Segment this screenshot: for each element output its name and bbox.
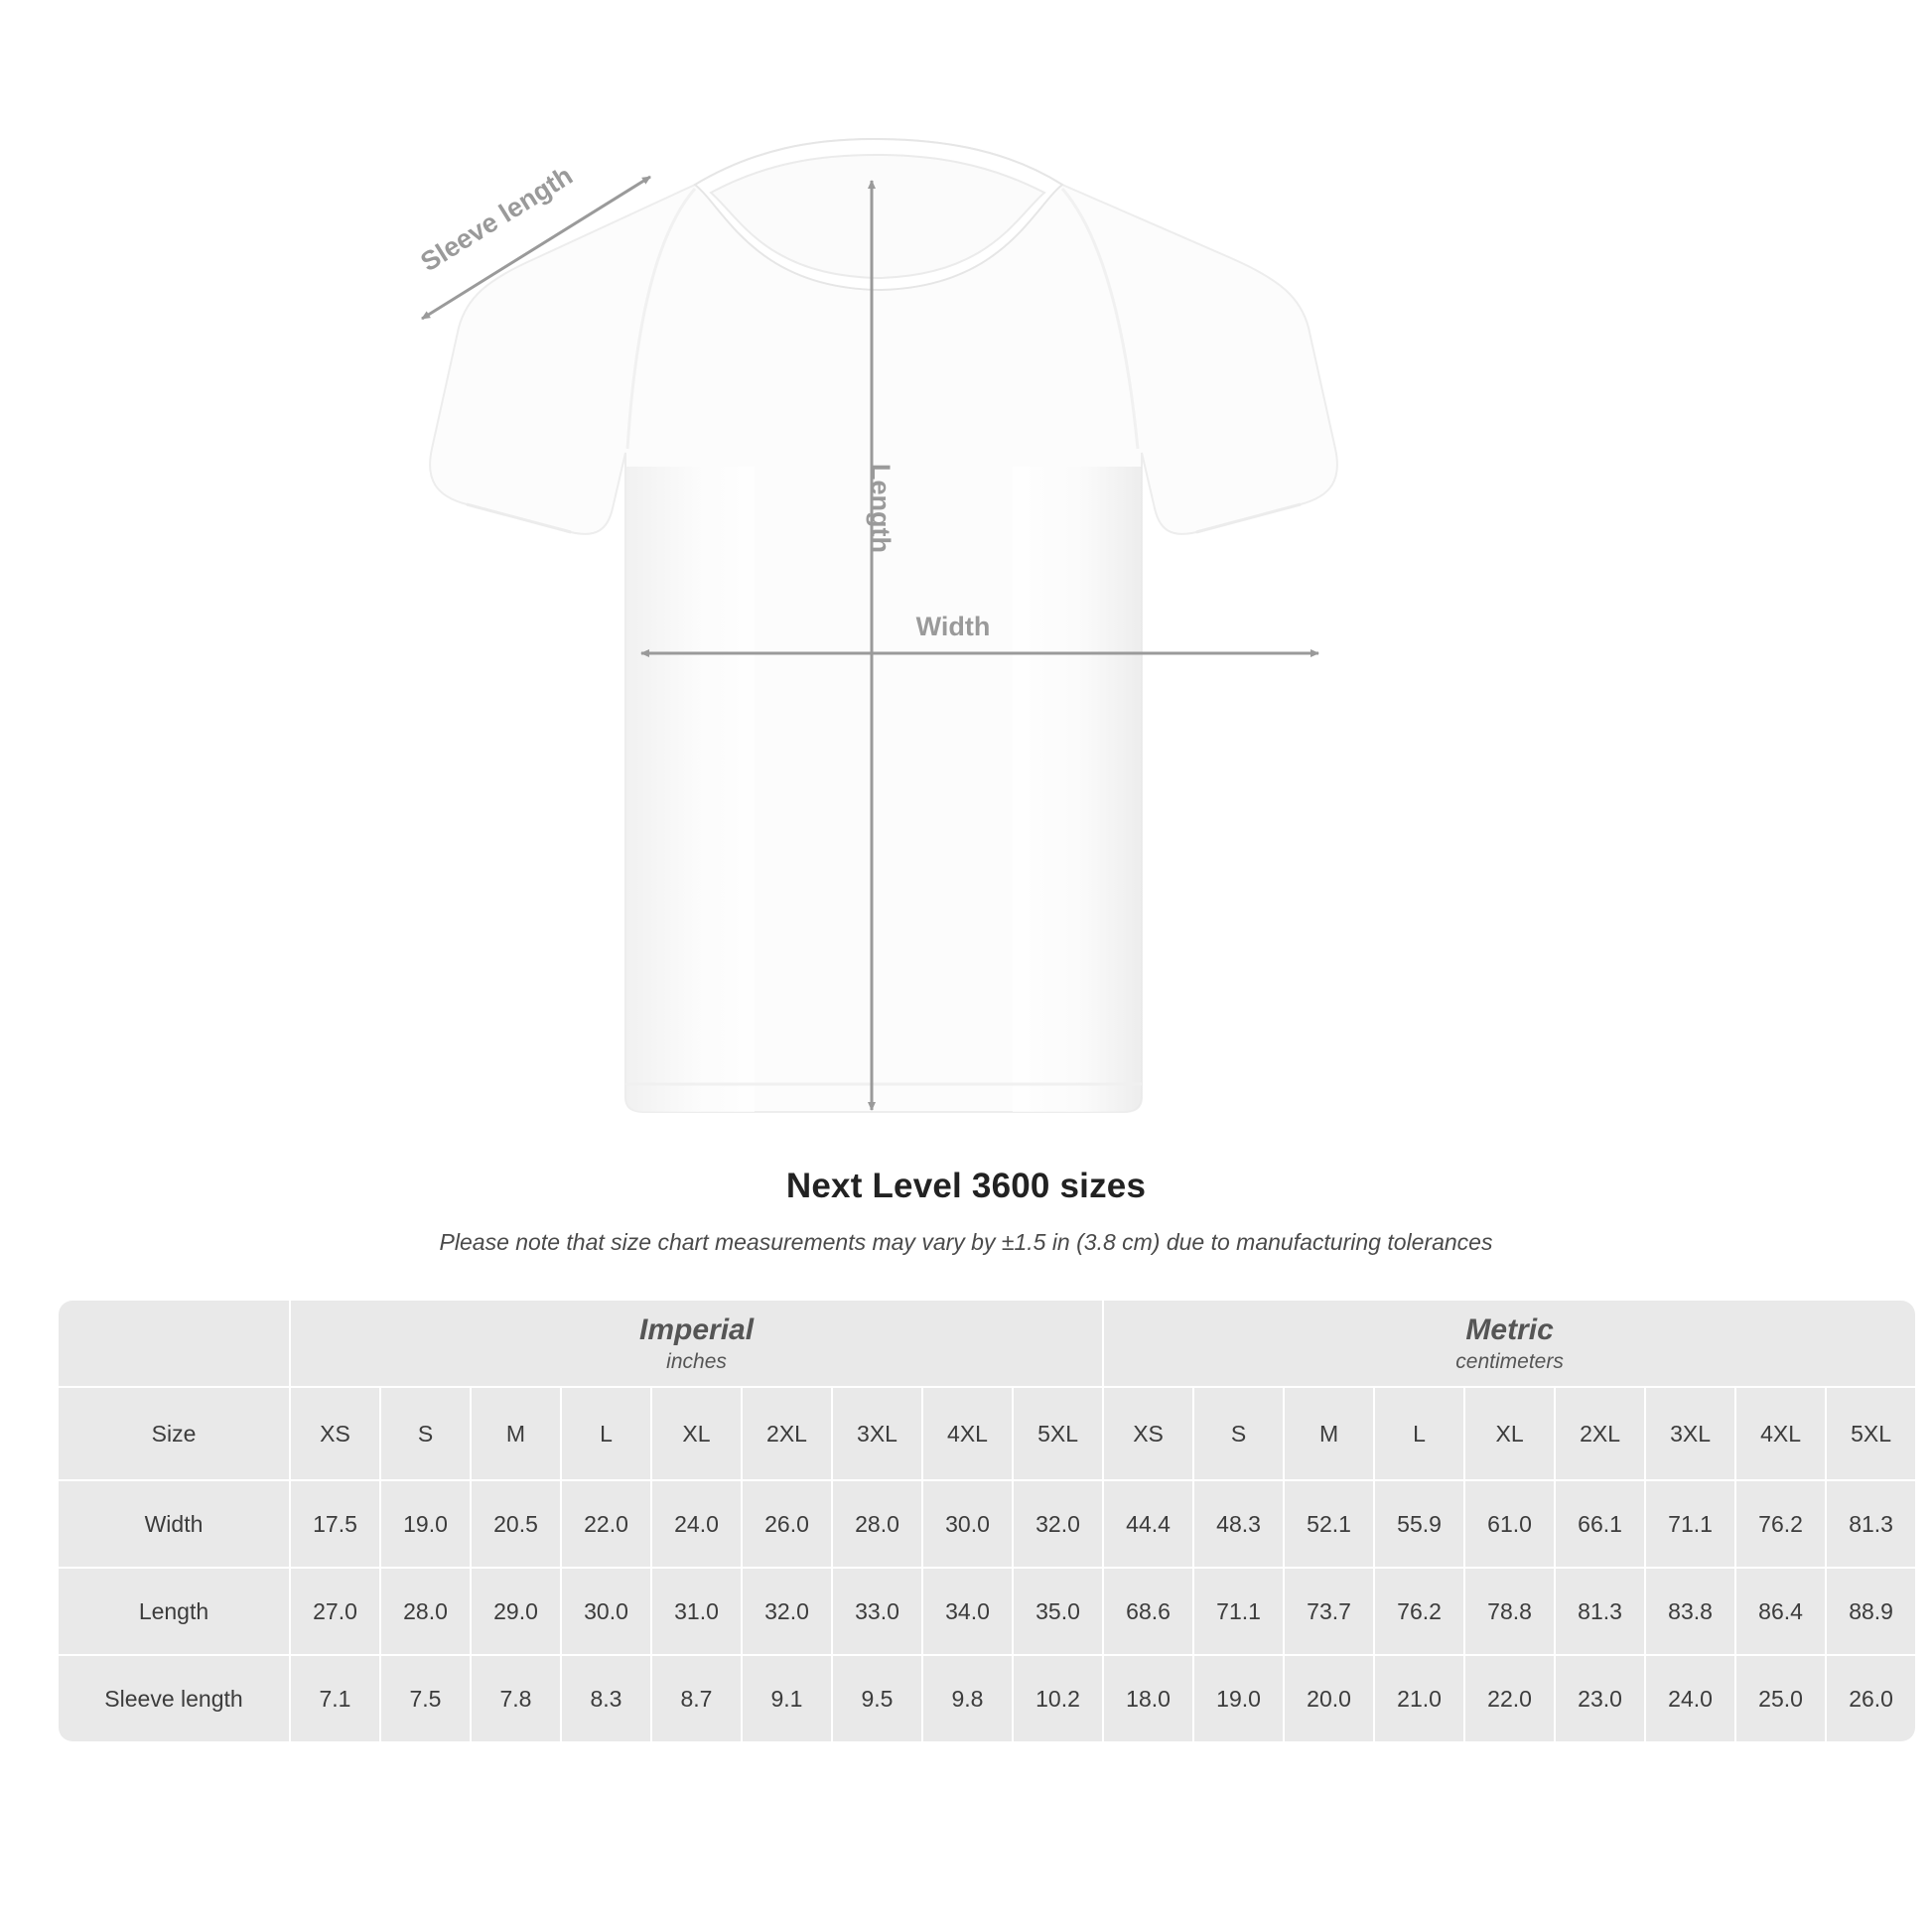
col-head-metric-5xl: 5XL: [1827, 1388, 1915, 1479]
col-head-metric-xs: XS: [1104, 1388, 1192, 1479]
cell-width-metric-xl: 61.0: [1465, 1481, 1554, 1567]
unit-header-spacer: [59, 1301, 289, 1386]
cell-length-metric-m: 73.7: [1285, 1569, 1373, 1654]
chart-note: Please note that size chart measurements may vary by ±1.5 in (3.8 cm) due to manufacturing tolerances: [439, 1229, 1493, 1255]
sleeve-length-label: Sleeve length: [415, 160, 578, 278]
column-header-row: [59, 1388, 1915, 1479]
cell-width-imperial-3xl: 28.0: [833, 1481, 921, 1567]
unit-name-imperial: Imperial: [639, 1312, 755, 1346]
col-head-metric-3xl: 3XL: [1646, 1388, 1734, 1479]
cell-sleeve-metric-m: 20.0: [1285, 1656, 1373, 1741]
cell-length-metric-5xl: 88.9: [1827, 1569, 1915, 1654]
unit-sub-imperial: inches: [666, 1350, 727, 1374]
cell-sleeve-metric-3xl: 24.0: [1646, 1656, 1734, 1741]
length-label: Length: [866, 464, 896, 553]
cell-sleeve-metric-5xl: 26.0: [1827, 1656, 1915, 1741]
cell-width-metric-xs: 44.4: [1104, 1481, 1192, 1567]
cell-width-imperial-l: 22.0: [562, 1481, 650, 1567]
col-head-imperial-2xl: 2XL: [743, 1388, 831, 1479]
cell-sleeve-imperial-xl: 8.7: [652, 1656, 741, 1741]
cell-length-imperial-xs: 27.0: [291, 1569, 379, 1654]
col-head-imperial-m: M: [472, 1388, 560, 1479]
unit-sub-metric: centimeters: [1455, 1350, 1564, 1374]
col-head-imperial-5xl: 5XL: [1014, 1388, 1102, 1479]
unit-name-metric: Metric: [1465, 1312, 1554, 1346]
cell-length-metric-xs: 68.6: [1104, 1569, 1192, 1654]
col-head-metric-s: S: [1194, 1388, 1283, 1479]
col-head-metric-xl: XL: [1465, 1388, 1554, 1479]
cell-sleeve-metric-xs: 18.0: [1104, 1656, 1192, 1741]
cell-width-metric-3xl: 71.1: [1646, 1481, 1734, 1567]
chart-title: Next Level 3600 sizes: [785, 1167, 1147, 1205]
cell-width-imperial-4xl: 30.0: [923, 1481, 1012, 1567]
cell-width-metric-s: 48.3: [1194, 1481, 1283, 1567]
col-head-metric-4xl: 4XL: [1736, 1388, 1825, 1479]
cell-sleeve-imperial-2xl: 9.1: [743, 1656, 831, 1741]
cell-length-metric-l: 76.2: [1375, 1569, 1463, 1654]
row-label-width: Width: [59, 1481, 289, 1567]
cell-length-metric-s: 71.1: [1194, 1569, 1283, 1654]
cell-length-imperial-m: 29.0: [472, 1569, 560, 1654]
table-row-length: [59, 1569, 1915, 1654]
cell-length-imperial-xl: 31.0: [652, 1569, 741, 1654]
cell-sleeve-imperial-4xl: 9.8: [923, 1656, 1012, 1741]
cell-length-imperial-3xl: 33.0: [833, 1569, 921, 1654]
cell-width-imperial-m: 20.5: [472, 1481, 560, 1567]
cell-length-imperial-4xl: 34.0: [923, 1569, 1012, 1654]
col-head-metric-2xl: 2XL: [1556, 1388, 1644, 1479]
col-head-imperial-s: S: [381, 1388, 470, 1479]
width-label: Width: [915, 612, 991, 641]
cell-sleeve-metric-4xl: 25.0: [1736, 1656, 1825, 1741]
col-head-imperial-l: L: [562, 1388, 650, 1479]
cell-length-imperial-l: 30.0: [562, 1569, 650, 1654]
cell-width-imperial-xl: 24.0: [652, 1481, 741, 1567]
cell-width-metric-l: 55.9: [1375, 1481, 1463, 1567]
cell-sleeve-imperial-xs: 7.1: [291, 1656, 379, 1741]
col-head-imperial-3xl: 3XL: [833, 1388, 921, 1479]
cell-sleeve-metric-l: 21.0: [1375, 1656, 1463, 1741]
cell-length-metric-4xl: 86.4: [1736, 1569, 1825, 1654]
cell-width-metric-2xl: 66.1: [1556, 1481, 1644, 1567]
cell-sleeve-imperial-5xl: 10.2: [1014, 1656, 1102, 1741]
cell-width-imperial-5xl: 32.0: [1014, 1481, 1102, 1567]
cell-width-imperial-s: 19.0: [381, 1481, 470, 1567]
cell-length-metric-3xl: 83.8: [1646, 1569, 1734, 1654]
table-row-sleeve-length: [59, 1656, 1915, 1741]
cell-width-metric-4xl: 76.2: [1736, 1481, 1825, 1567]
cell-sleeve-imperial-l: 8.3: [562, 1656, 650, 1741]
cell-sleeve-imperial-m: 7.8: [472, 1656, 560, 1741]
cell-length-metric-xl: 78.8: [1465, 1569, 1554, 1654]
cell-length-imperial-5xl: 35.0: [1014, 1569, 1102, 1654]
cell-sleeve-metric-s: 19.0: [1194, 1656, 1283, 1741]
col-head-metric-m: M: [1285, 1388, 1373, 1479]
cell-length-metric-2xl: 81.3: [1556, 1569, 1644, 1654]
size-table-container: [57, 1299, 1893, 1743]
size-table: [57, 1299, 1917, 1743]
row-label-sleeve-length: Sleeve length: [59, 1656, 289, 1741]
unit-header-row: [59, 1301, 1915, 1386]
table-row-width: [59, 1481, 1915, 1567]
size-row-header: Size: [59, 1388, 289, 1479]
cell-sleeve-imperial-s: 7.5: [381, 1656, 470, 1741]
cell-width-imperial-xs: 17.5: [291, 1481, 379, 1567]
col-head-imperial-xs: XS: [291, 1388, 379, 1479]
cell-sleeve-metric-xl: 22.0: [1465, 1656, 1554, 1741]
col-head-imperial-xl: XL: [652, 1388, 741, 1479]
cell-width-imperial-2xl: 26.0: [743, 1481, 831, 1567]
unit-header-imperial: [291, 1301, 1102, 1386]
row-label-length: Length: [59, 1569, 289, 1654]
cell-sleeve-imperial-3xl: 9.5: [833, 1656, 921, 1741]
cell-length-imperial-s: 28.0: [381, 1569, 470, 1654]
cell-width-metric-5xl: 81.3: [1827, 1481, 1915, 1567]
unit-header-metric: [1104, 1301, 1915, 1386]
col-head-metric-l: L: [1375, 1388, 1463, 1479]
col-head-imperial-4xl: 4XL: [923, 1388, 1012, 1479]
cell-length-imperial-2xl: 32.0: [743, 1569, 831, 1654]
cell-width-metric-m: 52.1: [1285, 1481, 1373, 1567]
cell-sleeve-metric-2xl: 23.0: [1556, 1656, 1644, 1741]
tshirt-illustration: [430, 139, 1337, 1112]
